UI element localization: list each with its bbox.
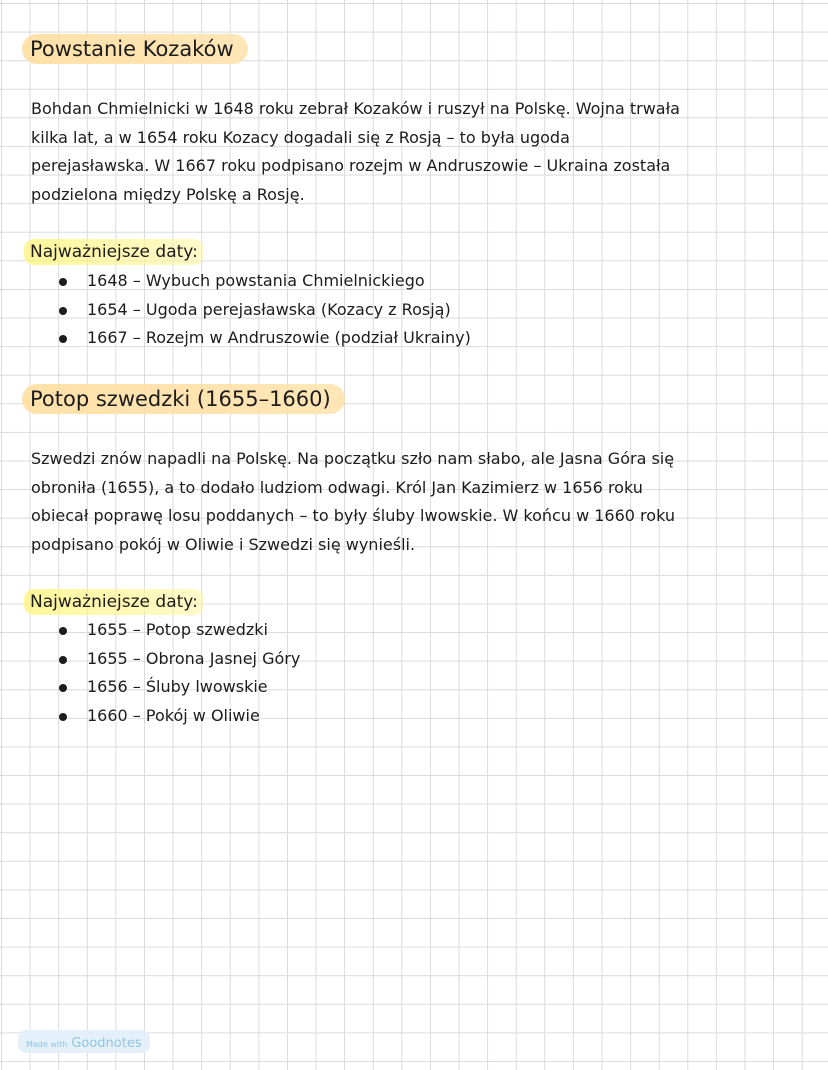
dates-heading-potop: Najważniejsze daty: — [24, 589, 204, 615]
paragraph-line: perejasławska. W 1667 roku podpisano rozejm w Andruszowie – Ukraina została — [31, 156, 671, 176]
paragraph-line: Bohdan Chmielnicki w 1648 roku zebrał Kozaków i ruszył na Polskę. Wojna trwała — [31, 99, 680, 118]
date-item: 1667 – Rozejm w Andruszowie (podział Ukrainy) — [58, 324, 471, 353]
date-item: 1655 – Potop szwedzki — [58, 616, 300, 645]
watermark-brand: Goodnotes — [71, 1036, 142, 1051]
paragraph-line: kilka lat, a w 1654 roku Kozacy dogadali się z Rosją – to była ugoda — [31, 127, 570, 147]
date-item: 1656 – Śluby lwowskie — [58, 673, 300, 702]
dates-heading-kozacy: Najważniejsze daty: — [24, 239, 204, 265]
paragraph-line: obroniła (1655), a to dodało ludziom odwagi. Król Jan Kazimierz w 1656 roku — [31, 477, 643, 497]
date-item: 1655 – Obrona Jasnej Góry — [58, 645, 300, 674]
dates-list-potop — [58, 616, 300, 730]
paragraph-line: obiecał poprawę losu poddanych – to były śluby lwowskie. W końcu w 1660 roku — [31, 506, 675, 526]
date-item: 1660 – Pokój w Oliwie — [58, 702, 300, 731]
goodnotes-watermark — [18, 1030, 150, 1053]
watermark-prefix: Made with — [26, 1040, 68, 1049]
section-title-potop: Potop szwedzki (1655–1660) — [22, 384, 345, 414]
section-paragraph-kozacy — [31, 95, 801, 209]
paragraph-line: podzielona między Polskę a Rosję. — [31, 184, 305, 204]
paragraph-line: podpisano pokój w Oliwie i Szwedzi się wynieśli. — [31, 534, 416, 554]
date-item: 1648 – Wybuch powstania Chmielnickiego — [58, 267, 471, 296]
dates-list-kozacy — [58, 267, 471, 353]
section-title-kozacy: Powstanie Kozaków — [22, 34, 248, 64]
date-item: 1654 – Ugoda perejasławska (Kozacy z Rosją) — [58, 296, 471, 325]
paragraph-line: Szwedzi znów napadli na Polskę. Na początku szło nam słabo, ale Jasna Góra się — [31, 449, 675, 468]
section-paragraph-potop — [31, 445, 801, 559]
